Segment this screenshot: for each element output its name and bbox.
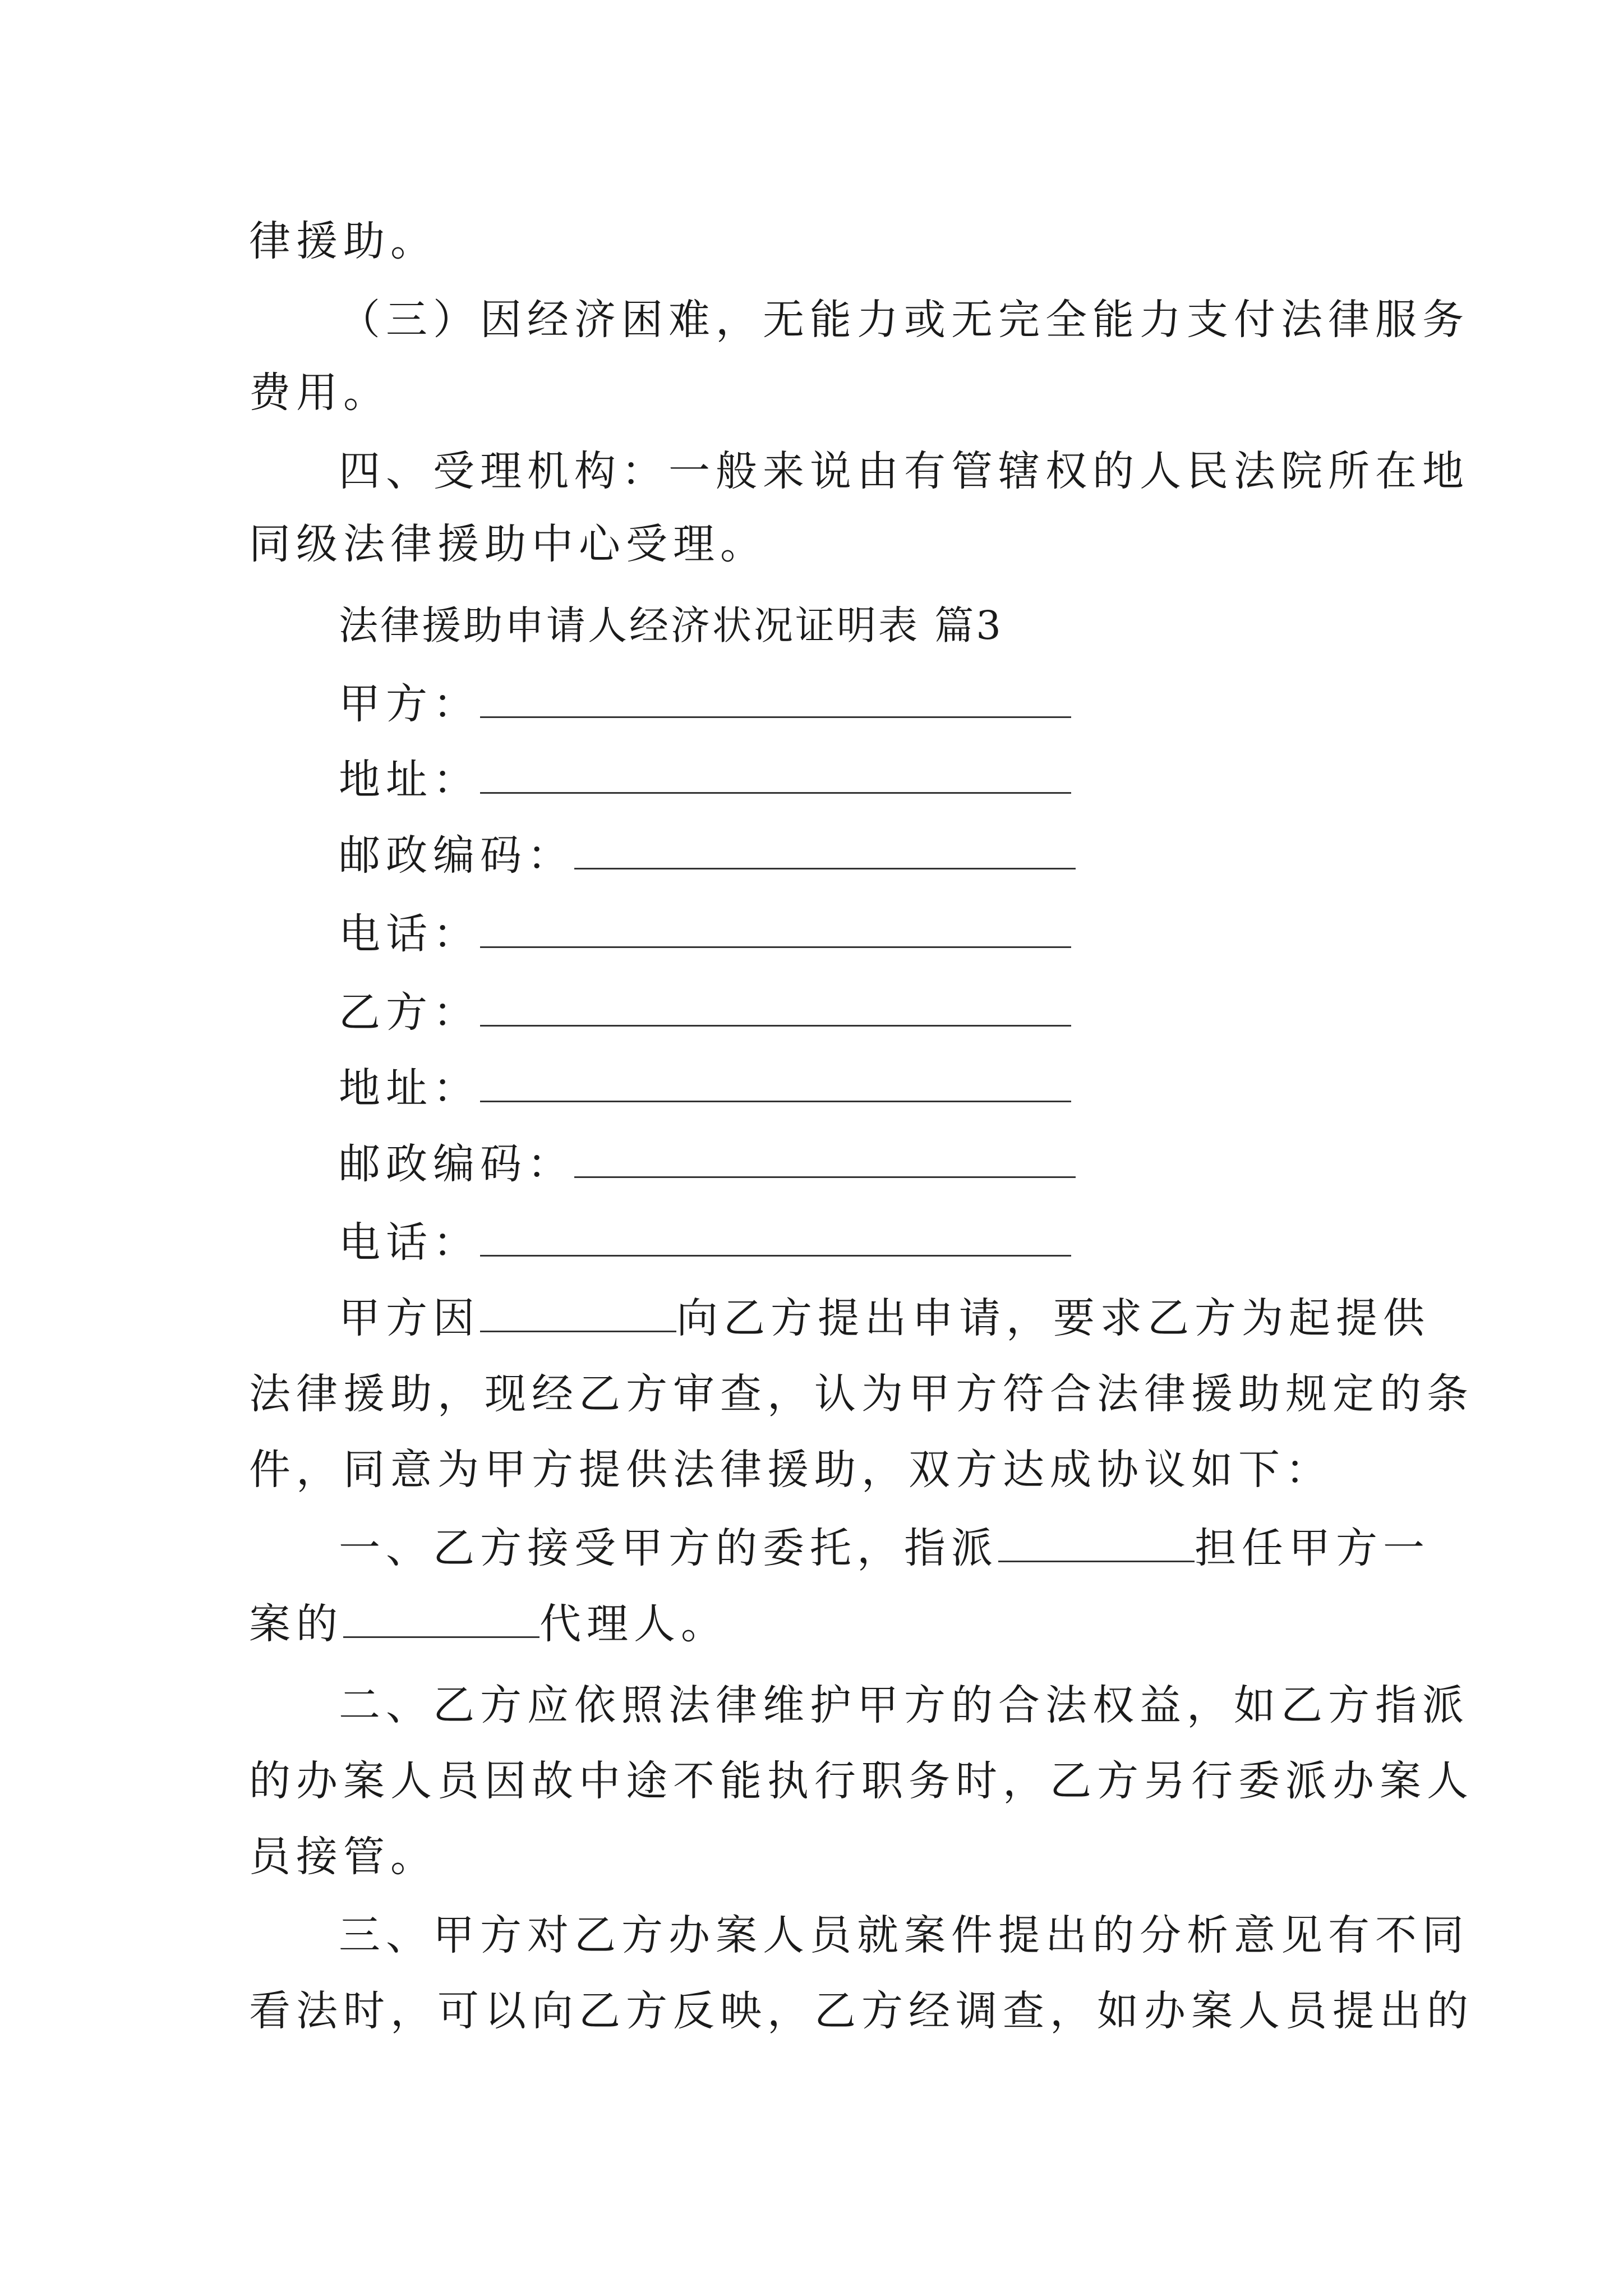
blank-line bbox=[480, 1294, 676, 1332]
paragraph-2-line-1: （三）因经济困难，无能力或无完全能力支付法律服务 bbox=[339, 296, 1469, 344]
blank-line bbox=[480, 1218, 1071, 1257]
text-segment: 甲方因 bbox=[339, 1294, 480, 1342]
field-party-b bbox=[339, 984, 1477, 1041]
paragraph-4-line-3: 件，同意为甲方提供法律援助，双方达成协议如下： bbox=[249, 1446, 1332, 1494]
field-phone-a bbox=[339, 906, 1477, 962]
blank-line bbox=[998, 1524, 1195, 1562]
paragraph-5-line-2 bbox=[249, 1596, 1387, 1652]
field-party-a bbox=[339, 676, 1477, 732]
paragraph-6-line-3: 员接管。 bbox=[249, 1833, 437, 1881]
section-title: 法律援助申请人经济状况证明表 篇3 bbox=[339, 602, 1003, 648]
paragraph-4-line-1 bbox=[339, 1290, 1477, 1346]
paragraph-2-line-2: 费用。 bbox=[249, 369, 390, 417]
field-label: 电话： bbox=[339, 910, 480, 958]
blank-line bbox=[574, 1139, 1076, 1178]
paragraph-5-line-1 bbox=[339, 1520, 1477, 1576]
field-label: 地址： bbox=[339, 756, 480, 804]
field-label: 电话： bbox=[339, 1218, 480, 1267]
blank-line bbox=[343, 1599, 540, 1638]
text-segment: 向乙方提出申请，要求乙方为起提供 bbox=[676, 1294, 1430, 1342]
paragraph-7-line-1: 三、甲方对乙方办案人员就案件提出的分析意见有不同 bbox=[339, 1911, 1469, 1959]
paragraph-3-line-2: 同级法律援助中心受理。 bbox=[249, 520, 767, 568]
paragraph-6-line-2: 的办案人员因故中途不能执行职务时，乙方另行委派办案人 bbox=[249, 1757, 1474, 1805]
field-address-b bbox=[339, 1060, 1477, 1116]
field-label: 乙方： bbox=[339, 988, 480, 1037]
paragraph-6-line-1: 二、乙方应依照法律维护甲方的合法权益，如乙方指派 bbox=[339, 1681, 1469, 1729]
blank-line bbox=[480, 679, 1071, 718]
field-address-a bbox=[339, 752, 1477, 808]
field-postcode-b bbox=[339, 1136, 1477, 1192]
field-phone-b bbox=[339, 1214, 1477, 1271]
blank-line bbox=[480, 988, 1071, 1027]
paragraph-7-line-2: 看法时，可以向乙方反映，乙方经调查，如办案人员提出的 bbox=[249, 1987, 1474, 2035]
text-segment: 担任甲方一 bbox=[1195, 1524, 1430, 1572]
paragraph-1-line-1: 律援助。 bbox=[249, 217, 437, 265]
blank-line bbox=[480, 909, 1071, 948]
field-label: 甲方： bbox=[339, 680, 480, 728]
text-segment: 一、乙方接受甲方的委托，指派 bbox=[339, 1524, 998, 1572]
paragraph-3-line-1: 四、受理机构：一般来说由有管辖权的人民法院所在地 bbox=[339, 447, 1469, 495]
field-label: 邮政编码： bbox=[339, 1140, 574, 1188]
paragraph-4-line-2: 法律援助，现经乙方审查，认为甲方符合法律援助规定的条 bbox=[249, 1370, 1474, 1418]
blank-line bbox=[480, 755, 1071, 794]
blank-line bbox=[480, 1064, 1071, 1102]
text-segment: 案的 bbox=[249, 1600, 343, 1648]
field-label: 邮政编码： bbox=[339, 831, 574, 880]
field-label: 地址： bbox=[339, 1064, 480, 1112]
text-segment: 代理人。 bbox=[540, 1600, 728, 1648]
blank-line bbox=[574, 831, 1076, 869]
field-postcode-a bbox=[339, 827, 1477, 884]
